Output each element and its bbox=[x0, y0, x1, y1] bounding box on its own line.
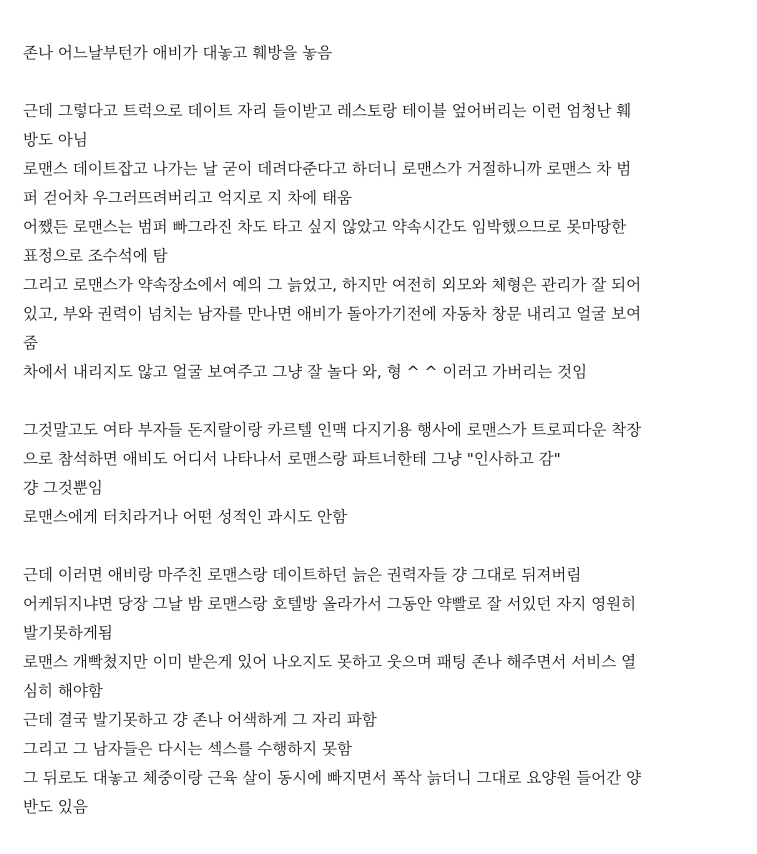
paragraph-line: 퍼 걷어차 우그러뜨려버리고 억지로 지 차에 태움 bbox=[23, 189, 353, 207]
paragraph-line: 있고, 부와 권력이 넘치는 남자를 만나면 애비가 돌아가기전에 자동차 창문 내리고 얼굴 보여 bbox=[23, 305, 642, 323]
body-paragraph bbox=[23, 735, 723, 764]
body-paragraph bbox=[23, 416, 723, 474]
body-paragraph bbox=[23, 648, 723, 706]
body-paragraph bbox=[23, 503, 723, 532]
paragraph-line: 줌 bbox=[23, 334, 38, 352]
paragraph-line: 그것말고도 여타 부자들 돈지랄이랑 카르텔 인맥 다지기용 행사에 로맨스가 트로피다운 착장 bbox=[23, 421, 642, 439]
body-paragraph bbox=[23, 474, 723, 503]
paragraph-line: 어쨌든 로맨스는 범퍼 빠그라진 차도 타고 싶지 않았고 약속시간도 임박했으므로 못마땅한 bbox=[23, 218, 627, 236]
paragraph-spacer bbox=[23, 532, 723, 561]
paragraph-line: 존나 어느날부턴가 애비가 대놓고 훼방을 놓음 bbox=[23, 44, 333, 62]
body-paragraph bbox=[23, 764, 723, 822]
body-paragraph bbox=[23, 213, 723, 271]
paragraph-line: 로맨스 데이트잡고 나가는 날 굳이 데려다준다고 하더니 로맨스가 거절하니까 로맨스 차 범 bbox=[23, 160, 632, 178]
body-paragraph bbox=[23, 706, 723, 735]
body-paragraph bbox=[23, 39, 723, 68]
paragraph-line: 어케뒤지냐면 당장 그날 밤 로맨스랑 호텔방 올라가서 그동안 약빨로 잘 서있던 자지 영원히 bbox=[23, 595, 637, 613]
body-paragraph bbox=[23, 97, 723, 155]
paragraph-spacer bbox=[23, 68, 723, 97]
paragraph-line: 로맨스 개빡쳤지만 이미 받은게 있어 나오지도 못하고 웃으며 패팅 존나 해주면서 서비스 열 bbox=[23, 653, 637, 671]
paragraph-line: 으로 참석하면 애비도 어디서 나타나서 로맨스랑 파트너한테 그냥 "인사하고 감" bbox=[23, 450, 561, 468]
body-paragraph bbox=[23, 358, 723, 387]
body-paragraph bbox=[23, 561, 723, 590]
paragraph-line: 그 뒤로도 대놓고 체중이랑 근육 살이 동시에 빠지면서 폭삭 늙더니 그대로 요양원 들어간 양 bbox=[23, 769, 642, 787]
paragraph-line: 로맨스에게 터치라거나 어떤 성적인 과시도 안함 bbox=[23, 508, 348, 526]
paragraph-line: 근데 결국 발기못하고 걍 존나 어색하게 그 자리 파함 bbox=[23, 711, 377, 729]
paragraph-line: 그리고 그 남자들은 다시는 섹스를 수행하지 못함 bbox=[23, 740, 353, 758]
paragraph-spacer bbox=[23, 387, 723, 416]
paragraph-line: 근데 이러면 애비랑 마주친 로맨스랑 데이트하던 늙은 권력자들 걍 그대로 뒤져버림 bbox=[23, 566, 582, 584]
paragraph-line: 반도 있음 bbox=[23, 798, 88, 816]
paragraph-line: 근데 그렇다고 트럭으로 데이트 자리 들이받고 레스토랑 테이블 엎어버리는 이런 엄청난 훼 bbox=[23, 102, 632, 120]
paragraph-line: 방도 아님 bbox=[23, 131, 88, 149]
paragraph-line: 심히 해야함 bbox=[23, 682, 103, 700]
post-body bbox=[23, 39, 723, 822]
paragraph-line: 표정으로 조수석에 탐 bbox=[23, 247, 168, 265]
body-paragraph bbox=[23, 271, 723, 358]
paragraph-line: 걍 그것뿐임 bbox=[23, 479, 103, 497]
paragraph-line: 차에서 내리지도 않고 얼굴 보여주고 그냥 잘 놀다 와, 형 ^ ^ 이러고 가버리는 것임 bbox=[23, 363, 588, 381]
paragraph-line: 발기못하게됨 bbox=[23, 624, 113, 642]
body-paragraph bbox=[23, 590, 723, 648]
paragraph-line: 그리고 로맨스가 약속장소에서 예의 그 늙었고, 하지만 여전히 외모와 체형은 관리가 잘 되어 bbox=[23, 276, 642, 294]
body-paragraph bbox=[23, 155, 723, 213]
